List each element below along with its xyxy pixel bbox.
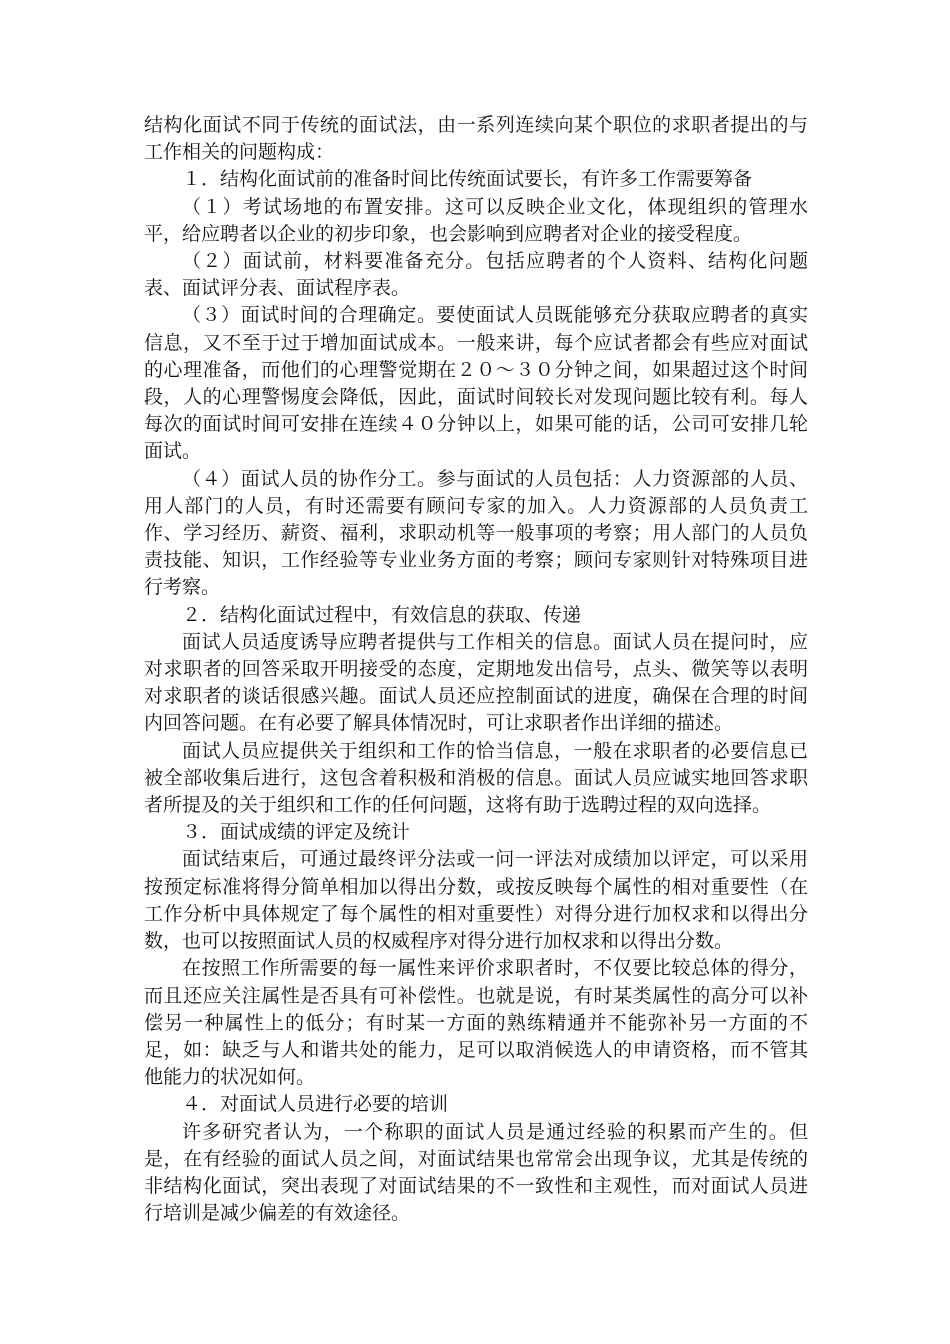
paragraph-item-3: （３）面试时间的合理确定。要使面试人员既能够充分获取应聘者的真实信息，又不至于过于增加面试成本。一般来讲，每个应试者都会有些应对面试的心理准备，而他们的心理警觉期在２０～３０分钟之间，如果超过这个时间段，人的心理警惕度会降低，因此，面试时间较长对发现问题比较有利。每人每次的面试时间可安排在连续４０分钟以上，如果可能的话，公司可安排几轮面试。 [144,304,808,463]
body-paragraph: 在按照工作所需要的每一属性来评价求职者时，不仅要比较总体的得分，而且还应关注属性是否具有可补偿性。也就是说，有时某类属性的高分可以补偿另一种属性上的低分；有时某一方面的熟练精通并不能弥补另一方面的不足，如：缺乏与人和谐共处的能力，足可以取消候选人的申请资格，而不管其他能力的状况如何。 [144,957,808,1089]
body-paragraph: 面试人员适度诱导应聘者提供与工作相关的信息。面试人员在提问时，应对求职者的回答采取开明接受的态度，定期地发出信号，点头、微笑等以表明对求职者的谈话很感兴趣。面试人员还应控制面试的进度，确保在合理的时间内回答问题。在有必要了解具体情况时，可让求职者作出详细的描述。 [144,630,808,735]
document-page [144,112,808,1227]
section-heading-3: ３．面试成绩的评定及统计 [182,821,411,844]
section-heading-4: ４．对面试人员进行必要的培训 [182,1093,449,1116]
paragraph-item-1: （１）考试场地的布置安排。这可以反映企业文化，体现组织的管理水平，给应聘者以企业的初步印象，也会影响到应聘者对企业的接受程度。 [144,195,808,245]
intro-paragraph: 结构化面试不同于传统的面试法，由一系列连续向某个职位的求职者提出的与工作相关的问题构成： [144,114,808,164]
body-paragraph: 面试结束后，可通过最终评分法或一问一评法对成绩加以评定，可以采用按预定标准将得分简单相加以得出分数，或按反映每个属性的相对重要性（在工作分析中具体规定了每个属性的相对重要性）对得分进行加权求和以得出分数，也可以按照面试人员的权威程序对得分进行加权求和以得出分数。 [144,848,808,953]
body-paragraph: 许多研究者认为，一个称职的面试人员是通过经验的积累而产生的。但是，在有经验的面试人员之间，对面试结果也常常会出现争议，尤其是传统的非结构化面试，突出表现了对面试结果的不一致性和主观性，而对面试人员进行培训是减少偏差的有效途径。 [144,1120,808,1225]
section-heading-1: １．结构化面试前的准备时间比传统面试要长，有许多工作需要筹备 [182,168,753,191]
body-paragraph: 面试人员应提供关于组织和工作的恰当信息，一般在求职者的必要信息已被全部收集后进行，这包含着积极和消极的信息。面试人员应诚实地回答求职者所提及的关于组织和工作的任何问题，这将有助于选聘过程的双向选择。 [144,739,808,817]
section-heading-2: ２．结构化面试过程中，有效信息的获取、传递 [182,603,582,626]
paragraph-item-4: （４）面试人员的协作分工。参与面试的人员包括：人力资源部的人员、用人部门的人员，有时还需要有顾问专家的加入。人力资源部的人员负责工作、学习经历、薪资、福利，求职动机等一般事项的考察；用人部门的人员负责技能、知识，工作经验等专业业务方面的考察；顾问专家则针对特殊项目进行考察。 [144,467,808,599]
paragraph-item-2: （２）面试前，材料要准备充分。包括应聘者的个人资料、结构化问题表、面试评分表、面试程序表。 [144,250,808,300]
